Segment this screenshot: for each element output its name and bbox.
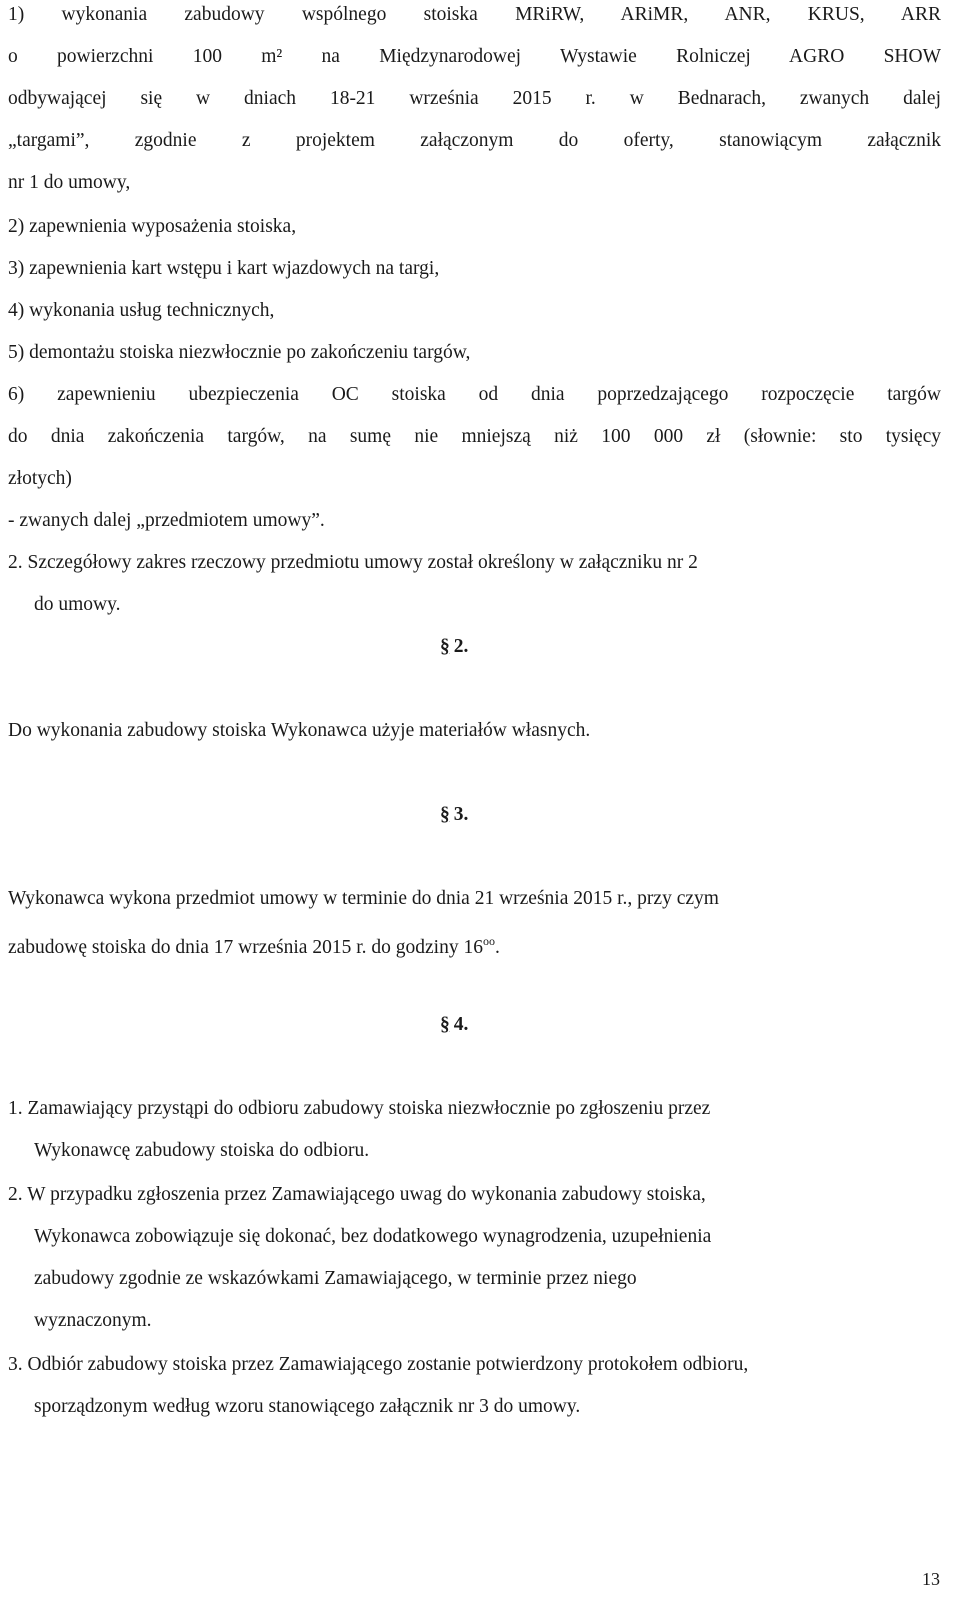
point-2-line-2: do umowy. [34,594,121,615]
section-4-p2-line-1: 2. W przypadku zgłoszenia przez Zamawiającego uwag do wykonania zabudowy stoiska, [8,1184,706,1205]
item-3: 3) zapewnienia kart wstępu i kart wjazdowych na targi, [8,258,440,279]
section-4-p2-line-2: Wykonawca zobowiązuje się dokonać, bez dodatkowego wynagrodzenia, uzupełnienia [34,1226,712,1247]
section-4-p1-line-1: 1. Zamawiający przystąpi do odbioru zabudowy stoiska niezwłocznie po zgłoszeniu przez [8,1098,711,1119]
hour-superscript: oo [482,934,495,948]
section-number: 3. [453,804,469,825]
subject-closing: - zwanych dalej „przedmiotem umowy”. [8,510,325,531]
section-number: 2. [453,636,469,657]
section-4-p3-line-2: sporządzonym według wzoru stanowiącego załącznik nr 3 do umowy. [34,1396,581,1417]
item-5: 5) demontażu stoiska niezwłocznie po zakończeniu targów, [8,342,471,363]
section-2-heading [440,634,468,660]
section-4-p1-line-2: Wykonawcę zabudowy stoiska do odbioru. [34,1140,370,1161]
item-1-line-2: o powierzchni 100 m² na Międzynarodowej Wystawie Rolniczej AGRO SHOW [8,46,941,67]
section-3-line-1: Wykonawca wykona przedmiot umowy w terminie do dnia 21 września 2015 r., przy czym [8,888,719,909]
section-3-line-2 [8,928,500,961]
item-1-line-4: „targami”, zgodnie z projektem załączonym do oferty, stanowiącym załącznik [8,130,941,151]
section-2-text: Do wykonania zabudowy stoiska Wykonawca użyje materiałów własnych. [8,720,591,741]
item-1-line-5: nr 1 do umowy, [8,172,131,193]
section-3-heading [440,802,468,828]
section-4-p2-line-3: zabudowy zgodnie ze wskazówkami Zamawiającego, w terminie przez niego [34,1268,637,1289]
section-4-p3-line-1: 3. Odbiór zabudowy stoiska przez Zamawiającego zostanie potwierdzony protokołem odbioru, [8,1354,749,1375]
section-3-line-2-text: zabudowę stoiska do dnia 17 września 2015 r. do godziny 16 [8,937,483,958]
section-symbol: § [440,1014,450,1035]
section-3-line-2-end: . [494,937,500,958]
item-1-line-1: 1) wykonania zabudowy wspólnego stoiska MRiRW, ARiMR, ANR, KRUS, ARR [8,4,941,25]
section-4-p2-line-4: wyznaczonym. [34,1310,152,1331]
section-number: 4. [453,1014,469,1035]
item-6-line-3: złotych) [8,468,72,489]
section-4-heading [440,1012,468,1038]
section-symbol: § [440,636,450,657]
point-2-line-1: 2. Szczegółowy zakres rzeczowy przedmiotu umowy został określony w załączniku nr 2 [8,552,698,573]
item-4: 4) wykonania usług technicznych, [8,300,275,321]
section-symbol: § [440,804,450,825]
item-1-line-3: odbywającej się w dniach 18-21 września 2015 r. w Bednarach, zwanych dalej [8,88,941,109]
item-2: 2) zapewnienia wyposażenia stoiska, [8,216,297,237]
item-6-line-1: 6) zapewnieniu ubezpieczenia OC stoiska od dnia poprzedzającego rozpoczęcie targów [8,384,941,405]
page-number: 13 [922,1569,940,1589]
item-6-line-2: do dnia zakończenia targów, na sumę nie mniejszą niż 100 000 zł (słownie: sto tysięcy [8,426,941,447]
